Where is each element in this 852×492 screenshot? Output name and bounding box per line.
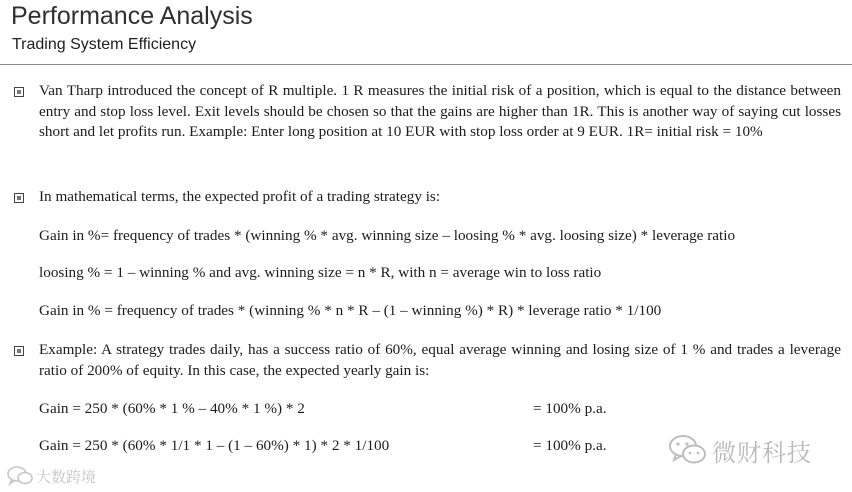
watermark-weicai [668, 430, 838, 470]
square-bullet-icon [14, 87, 24, 97]
watermark-text: 微财科技 [712, 439, 812, 467]
paragraph-expected-profit: In mathematical terms, the expected profit of a trading strategy is: [39, 188, 441, 205]
formula-gain-r: Gain in % = frequency of trades * (winning % * n * R – (1 – winning %) * R) * leverage ratio * 1/100 [39, 302, 662, 319]
wechat-logo-icon [668, 432, 708, 466]
calculation-line-1: Gain = 250 * (60% * 1 % – 40% * 1 %) * 2 [39, 400, 305, 417]
paragraph-example: Example: A strategy trades daily, has a success ratio of 60%, equal average winning and losing size of 1 % and trades a leverage ratio of 200% of equity. In this case, the expected yearly gain is: [39, 341, 841, 379]
square-bullet-icon [14, 346, 24, 356]
wechat-logo-icon [6, 464, 34, 486]
paragraph-r-multiple: Van Tharp introduced the concept of R multiple. 1 R measures the initial risk of a position, which is equal to the distance between entry and stop loss level. Exit levels should be chosen so that the gains are higher than 1R. This is another way of saying cut losses short and let profits run. Example: Enter long position at 10 EUR with stop loss order at 9 EUR. 1R= initial risk = 10% [39, 82, 841, 140]
watermark-dashu [6, 464, 126, 488]
title-divider [0, 64, 852, 65]
calculation-result-1: = 100% p.a. [533, 400, 607, 417]
formula-loosing-percent: loosing % = 1 – winning % and avg. winning size = n * R, with n = average win to loss ratio [39, 264, 602, 281]
page-title: Performance Analysis [11, 2, 253, 30]
calculation-line-2: Gain = 250 * (60% * 1/1 * 1 – (1 – 60%) * 1) * 2 * 1/100 [39, 437, 390, 454]
square-bullet-icon [14, 193, 24, 203]
formula-gain-percent: Gain in %= frequency of trades * (winning % * avg. winning size – loosing % * avg. loosing size) * leverage ratio [39, 227, 736, 244]
watermark-text: 大数跨境 [36, 468, 97, 486]
page-subtitle: Trading System Efficiency [12, 36, 197, 53]
calculation-result-2: = 100% p.a. [533, 437, 607, 454]
